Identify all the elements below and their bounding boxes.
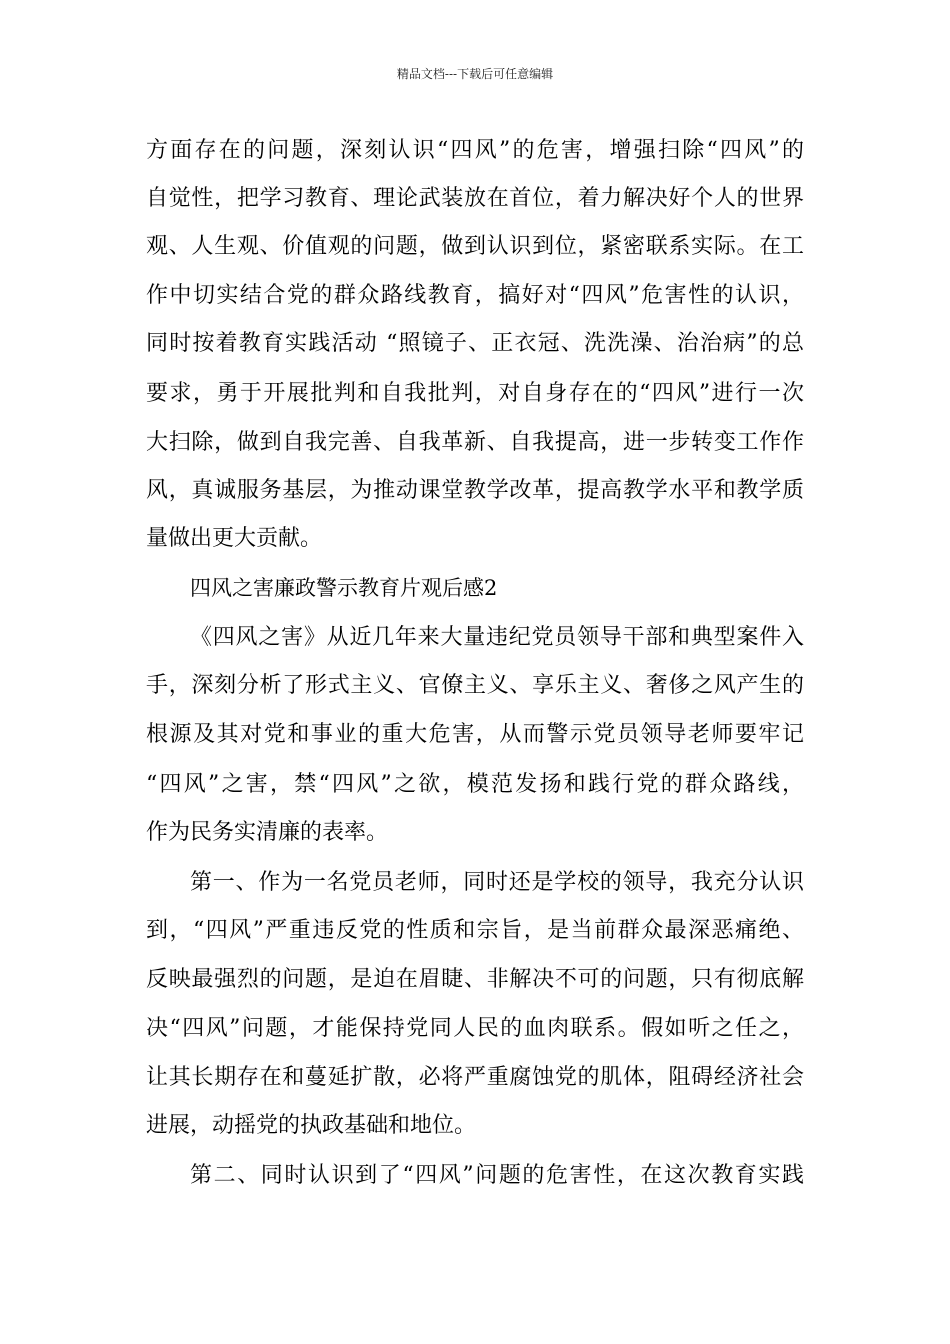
- text-line: 决“四风”问题，才能保持党同人民的血肉联系。假如听之任之，: [146, 1016, 804, 1041]
- text-line: 进展，动摇党的执政基础和地位。: [146, 1113, 477, 1138]
- text-line: 方面存在的问题，深刻认识“四风”的危害，增强扫除“四风”的: [146, 138, 804, 163]
- text-line: 第二、同时认识到了“四风”问题的危害性，在这次教育实践: [190, 1163, 804, 1188]
- text-line: 作为民务实清廉的表率。: [146, 820, 389, 845]
- text-line: 要求，勇于开展批判和自我批判，对自身存在的“四风”进行一次: [146, 381, 804, 406]
- text-line: 到，“四风”严重违反党的性质和宗旨，是当前群众最深恶痛绝、: [146, 918, 804, 943]
- text-line: 作中切实结合党的群众路线教育，搞好对“四风”危害性的认识，: [146, 283, 804, 308]
- text-line: 让其长期存在和蔓延扩散，必将严重腐蚀党的肌体，阻碍经济社会: [146, 1065, 804, 1090]
- text-line: 手，深刻分析了形式主义、官僚主义、享乐主义、奢侈之风产生的: [146, 673, 804, 698]
- page-header: 精品文档---下载后可任意编辑: [396, 67, 554, 81]
- text-line: 大扫除，做到自我完善、自我革新、自我提高，进一步转变工作作: [146, 430, 804, 455]
- text-line: 风，真诚服务基层，为推动课堂教学改革，提高教学水平和教学质: [146, 478, 804, 503]
- text-line: 《四风之害》从近几年来大量违纪党员领导干部和典型案件入: [190, 625, 804, 650]
- section-heading: 四风之害廉政警示教育片观后感2: [190, 576, 498, 600]
- text-line: 反映最强烈的问题，是迫在眉睫、非解决不可的问题，只有彻底解: [146, 967, 804, 992]
- text-line: 自觉性，把学习教育、理论武装放在首位，着力解决好个人的世界: [146, 186, 804, 211]
- text-line: 根源及其对党和事业的重大危害，从而警示党员领导老师要牢记: [146, 722, 804, 747]
- text-line: 同时按着教育实践活动 “照镜子、正衣冠、洗洗澡、治治病”的总: [146, 331, 804, 356]
- text-line: 观、人生观、价值观的问题，做到认识到位，紧密联系实际。在工: [146, 234, 804, 259]
- text-line: “四风”之害，禁“四风”之欲，模范发扬和践行党的群众路线，: [146, 772, 804, 797]
- text-line: 量做出更大贡献。: [146, 526, 323, 551]
- text-line: 第一、作为一名党员老师，同时还是学校的领导，我充分认识: [190, 870, 804, 895]
